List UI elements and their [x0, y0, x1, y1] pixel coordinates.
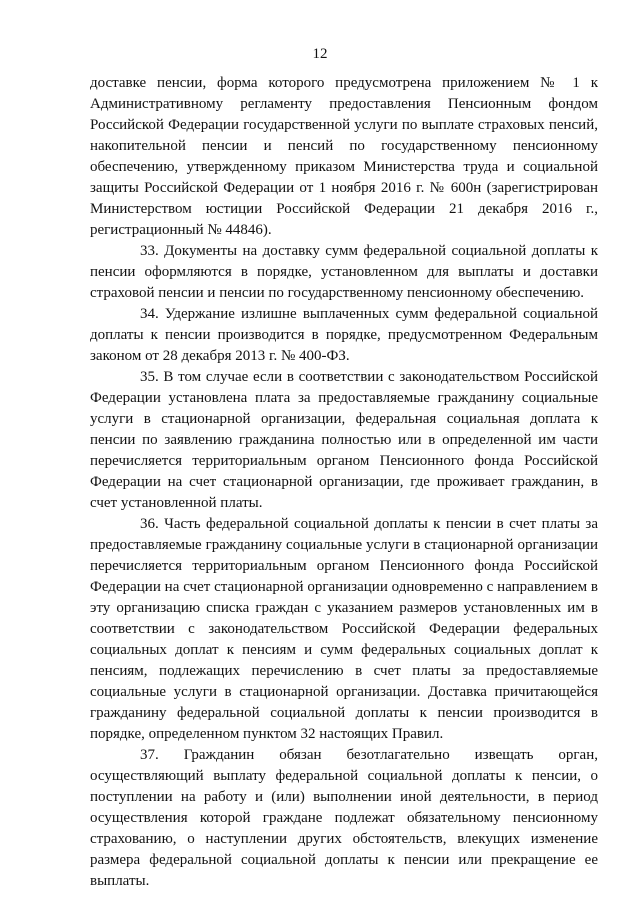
paragraph-36: 36. Часть федеральной социальной доплаты к пенсии в счет платы за предоставляемые гражданину социальные услуги в стационарной организации перечисляется территориальным органом Пенсионного фонда Российской Федерации на счет стационарной организации одновременно с направлением в эту организацию списка граждан с указанием размеров установленных им в соответствии с законодательством Российской Федерации федеральных социальных доплат к пенсиям и сумм федеральных социальных доплат к пенсиям, подлежащих перечислению в счет платы за предоставляемые социальные услуги в стационарной организации. Доставка причитающейся гражданину федеральной социальной доплаты к пенсии производится в порядке, определенном пунктом 32 настоящих Правил. — [90, 516, 598, 742]
paragraph-34: 34. Удержание излишне выплаченных сумм федеральной социальной доплаты к пенсии производится в порядке, предусмотренном Федеральным законом от 28 декабря 2013 г. № 400-ФЗ. — [90, 306, 598, 364]
page-number: 12 — [312, 46, 328, 62]
paragraph-33: 33. Документы на доставку сумм федеральной социальной доплаты к пенсии оформляются в порядке, установленном для выплаты и доставки страховой пенсии и пенсии по государственному пенсионному обеспечению. — [90, 243, 598, 301]
paragraph-37: 37. Гражданин обязан безотлагательно извещать орган, осуществляющий выплату федеральной социальной доплаты к пенсии, о поступлении на работу и (или) выполнении иной деятельности, в период осуществления которой граждане подлежат обязательному пенсионному страхованию, о наступлении других обстоятельств, влекущих изменение размера федеральной социальной доплаты к пенсии или прекращение ее выплаты. — [90, 747, 598, 889]
paragraph-continuation: доставке пенсии, форма которого предусмотрена приложением № 1 к Административному регламенту предоставления Пенсионным фондом Российской Федерации государственной услуги по выплате страховых пенсий, накопительной пенсии и пенсий по государственному пенсионному обеспечению, утвержденному приказом Министерства труда и социальной защиты Российской Федерации от 1 ноября 2016 г. № 600н (зарегистрирован Министерством юстиции Российской Федерации 21 декабря 2016 г., регистрационный № 44846). — [90, 75, 598, 238]
paragraph-35: 35. В том случае если в соответствии с законодательством Российской Федерации установлена плата за предоставляемые гражданину социальные услуги в стационарной организации, федеральная социальная доплата к пенсии по заявлению гражданина полностью или в определенной им части перечисляется территориальным органом Пенсионного фонда Российской Федерации на счет стационарной организации, где проживает гражданин, в счет установленной платы. — [90, 369, 598, 511]
document-body — [90, 73, 598, 892]
